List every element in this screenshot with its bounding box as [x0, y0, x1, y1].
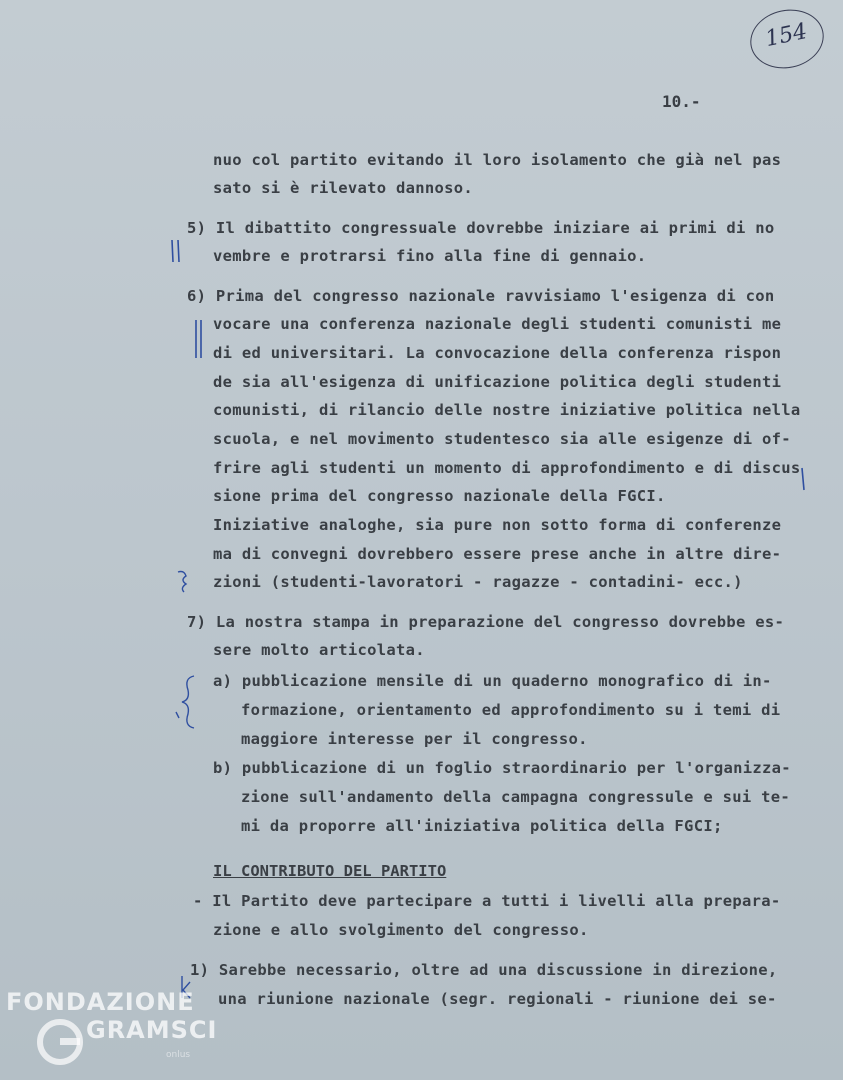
text-line: frire agli studenti un momento di approfondimento e di discus: [213, 459, 801, 477]
watermark-small: onlus: [166, 1050, 191, 1060]
watermark-logo-icon: [34, 1016, 86, 1068]
watermark: [6, 988, 216, 1078]
text-line: maggiore interesse per il congresso.: [241, 730, 588, 748]
text-line: sato si è rilevato dannoso.: [213, 179, 474, 197]
text-line: 7) La nostra stampa in preparazione del congresso dovrebbe es-: [187, 613, 785, 631]
margin-bar: [192, 318, 206, 362]
text-line: formazione, orientamento ed approfondimento su i temi di: [241, 701, 781, 719]
text-line: de sia all'esigenza di unificazione politica degli studenti: [213, 373, 782, 391]
margin-scribble: [174, 568, 196, 596]
watermark-line1: FONDAZIONE: [6, 988, 195, 1016]
text-line: ma di convegni dovrebbero essere prese anche in altre dire-: [213, 545, 782, 563]
text-line: comunisti, di rilancio delle nostre iniziative politica nella: [213, 401, 801, 419]
archive-stamp: [745, 3, 829, 75]
text-line: di ed universitari. La convocazione della conferenza rispon: [213, 344, 782, 362]
margin-tick: [796, 466, 810, 494]
text-line: 5) Il dibattito congressuale dovrebbe iniziare ai primi di no: [187, 219, 775, 237]
page-number: 10.-: [662, 92, 701, 111]
text-line: sere molto articolata.: [213, 641, 425, 659]
section-heading: IL CONTRIBUTO DEL PARTITO: [213, 862, 447, 880]
text-line: zione sull'andamento della campagna congressule e sui te-: [241, 788, 791, 806]
text-line: scuola, e nel movimento studentesco sia alle esigenze di of-: [213, 430, 791, 448]
text-line: vembre e protrarsi fino alla fine di gennaio.: [213, 247, 647, 265]
text-line: - Il Partito deve partecipare a tutti i livelli alla prepara-: [193, 892, 781, 910]
text-line: una riunione nazionale (segr. regionali - riunione dei se-: [218, 990, 777, 1008]
watermark-line2: GRAMSCI: [86, 1016, 218, 1044]
archive-stamp-number: 154: [763, 18, 810, 53]
text-line: vocare una conferenza nazionale degli studenti comunisti me: [213, 315, 782, 333]
text-line: zioni (studenti-lavoratori - ragazze - contadini- ecc.): [213, 573, 743, 591]
margin-brace: [170, 672, 204, 732]
text-line: mi da proporre all'iniziativa politica della FGCI;: [241, 817, 723, 835]
text-line: Iniziative analoghe, sia pure non sotto forma di conferenze: [213, 516, 782, 534]
text-line: 1) Sarebbe necessario, oltre ad una discussione in direzione,: [190, 961, 778, 979]
text-line: 6) Prima del congresso nazionale ravvisiamo l'esigenza di con: [187, 287, 775, 305]
text-line: b) pubblicazione di un foglio straordinario per l'organizza-: [213, 759, 791, 777]
text-line: sione prima del congresso nazionale della FGCI.: [213, 487, 666, 505]
margin-mark: [168, 236, 184, 266]
text-line: nuo col partito evitando il loro isolamento che già nel pas: [213, 151, 782, 169]
text-line: a) pubblicazione mensile di un quaderno monografico di in-: [213, 672, 772, 690]
text-line: zione e allo svolgimento del congresso.: [213, 921, 589, 939]
